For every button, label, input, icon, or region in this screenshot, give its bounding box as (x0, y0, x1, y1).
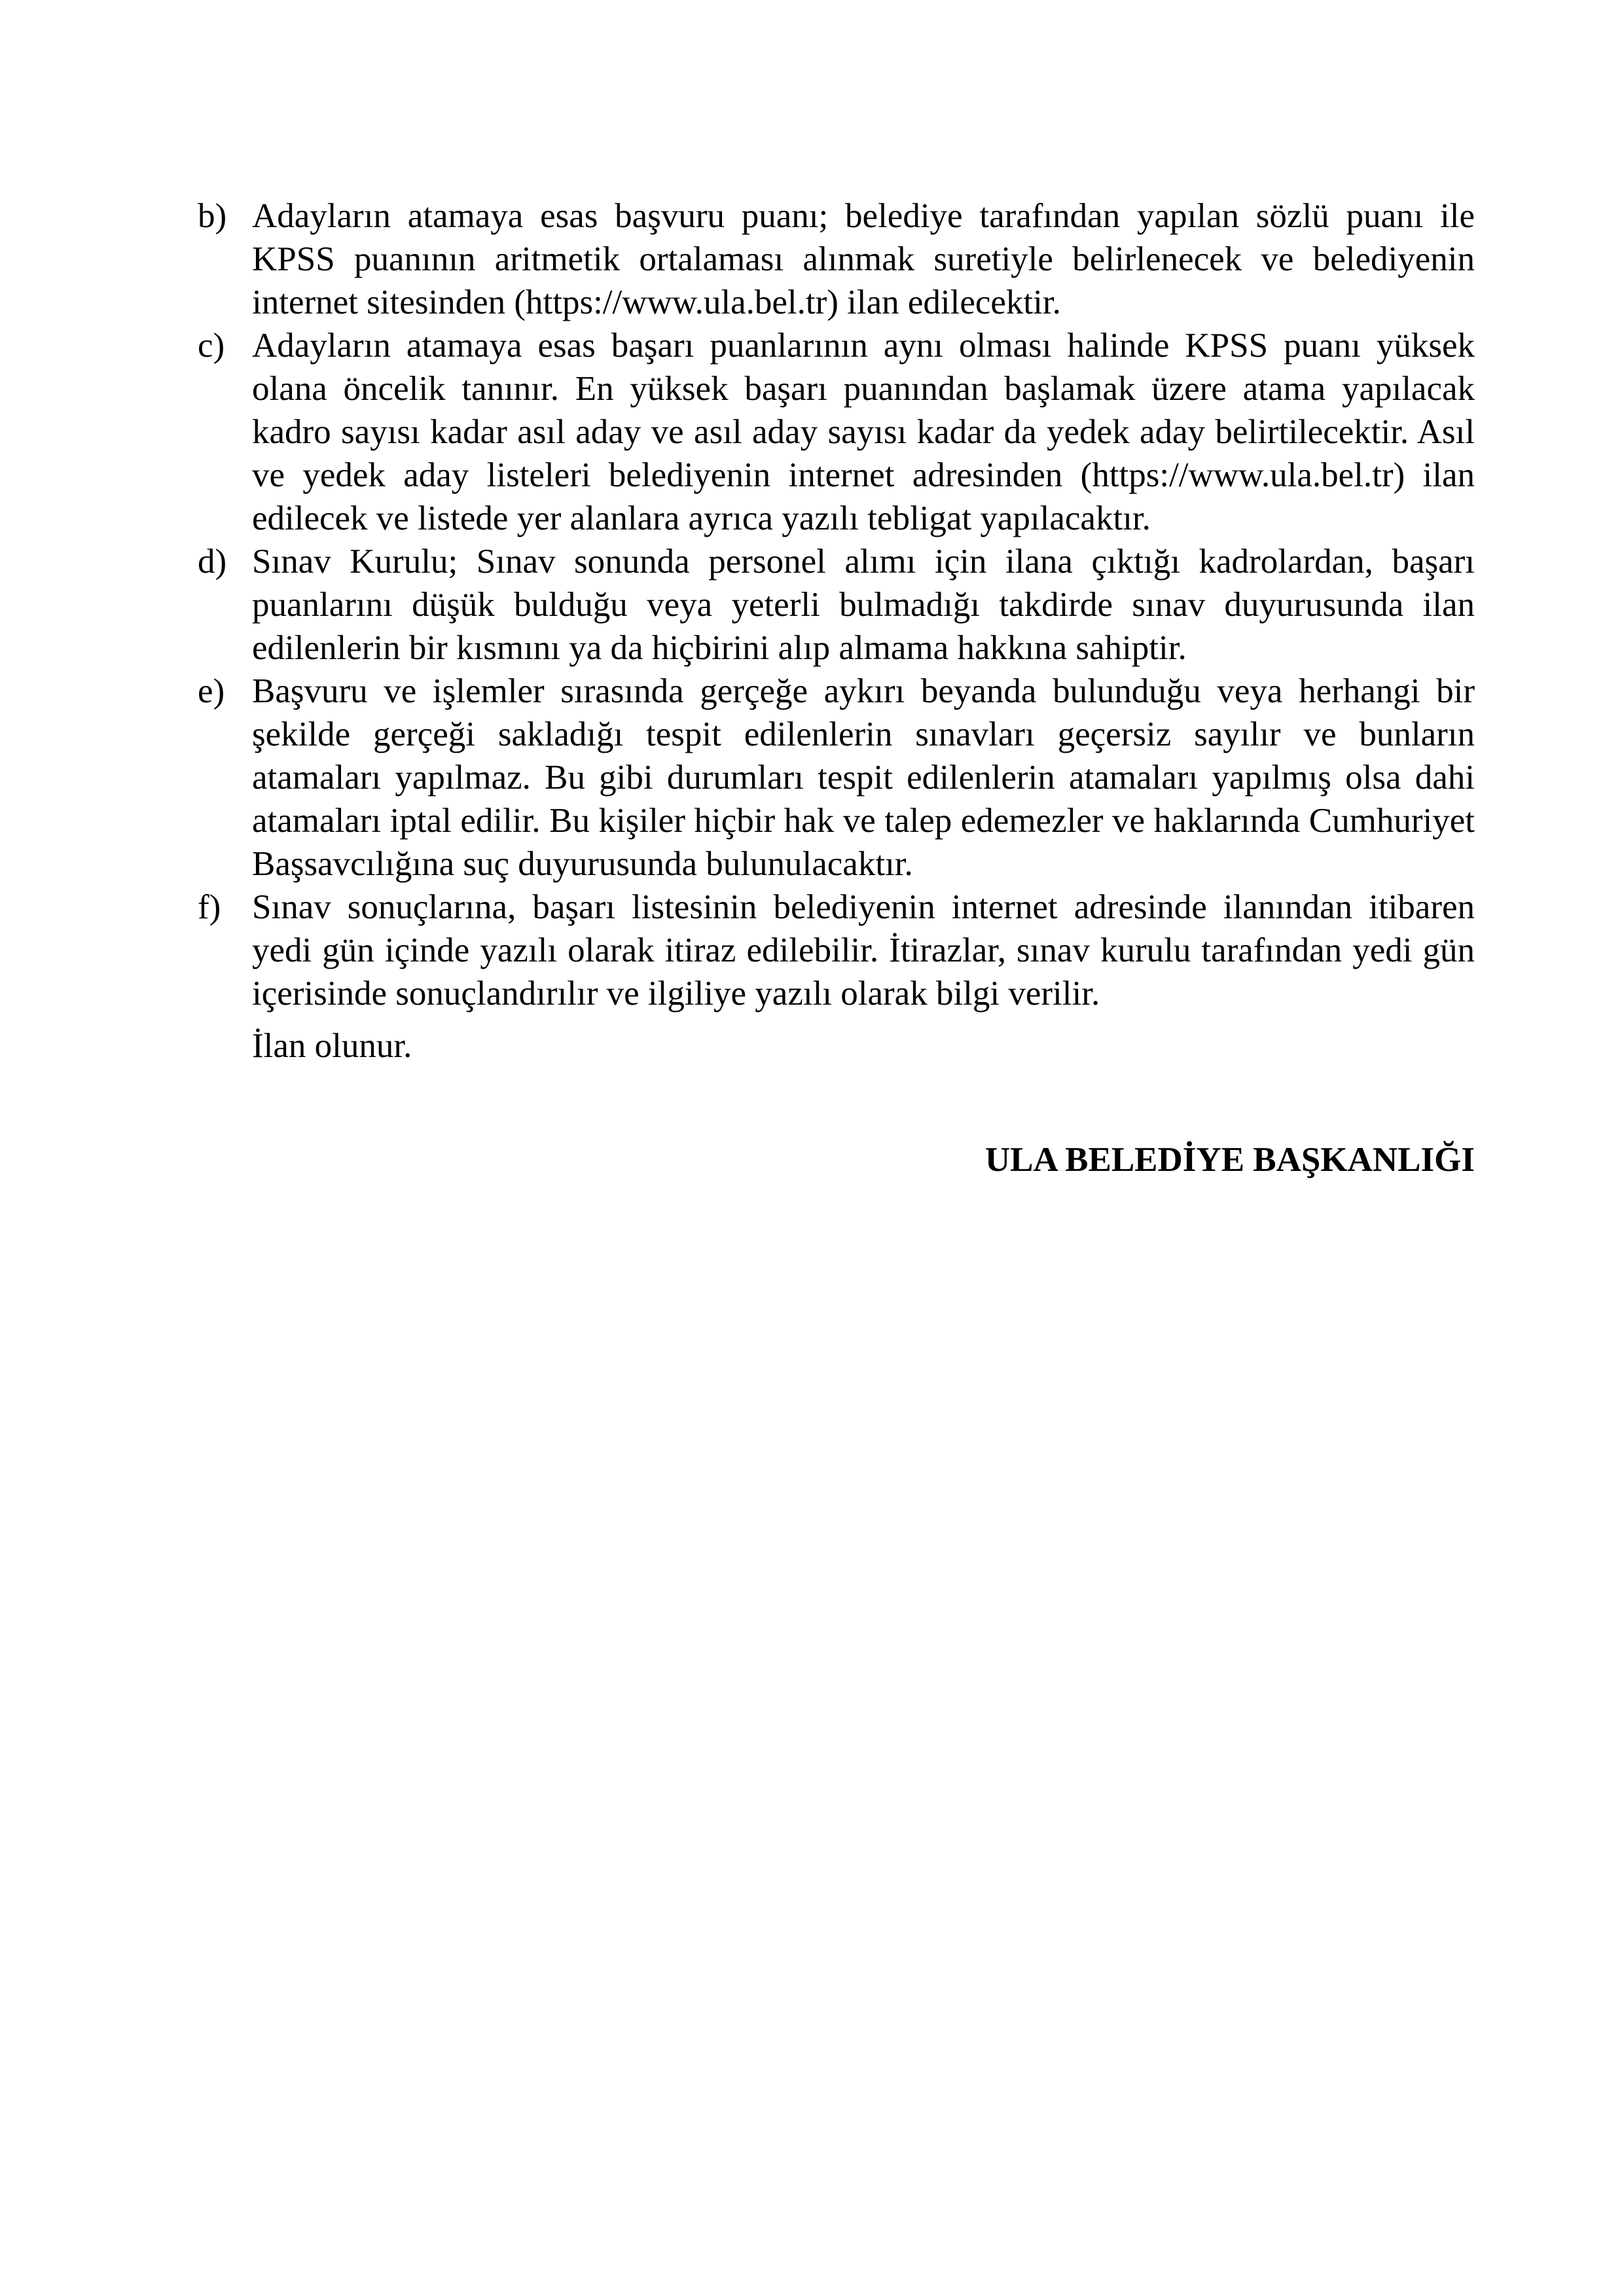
signature-line: ULA BELEDİYE BAŞKANLIĞI (984, 1141, 1475, 1179)
announcement-body (198, 194, 1475, 1181)
list-text-e: Başvuru ve işlemler sırasında gerçeğe aykırı beyanda bulunduğu veya herhangi bir şekilde gerçeği sakladığı tespit edilenlerin sınavları geçersiz sayılır ve bunların atamaları yapılmaz. Bu gibi durumları tespit edilenlerin atamaları yapılmış olsa dahi atamaları iptal edilir. Bu kişiler hiçbir hak ve talep edemezler ve haklarında Cumhuriyet Başsavcılığına suç duyurusunda bulunulacaktır. (252, 672, 1475, 883)
list-text-d: Sınav Kurulu; Sınav sonunda personel alımı için ilana çıktığı kadrolardan, başarı puanlarını düşük bulduğu veya yeterli bulmadığı takdirde sınav duyurusunda ilan edilenlerin bir kısmını ya da hiçbirini alıp almama hakkına sahiptir. (252, 543, 1475, 667)
list-item-b (198, 194, 1475, 324)
list-item-f (198, 886, 1475, 1015)
list-text-b: Adayların atamaya esas başvuru puanı; belediye tarafından yapılan sözlü puanı ile KPSS puanının aritmetik ortalaması alınmak suretiyle belirlenecek ve belediyenin internet sitesinden (https://www.ula.bel.tr) ilan edilecektir. (252, 197, 1475, 321)
list-text-f: Sınav sonuçlarına, başarı listesinin belediyenin internet adresinde ilanından itibaren yedi gün içinde yazılı olarak itiraz edilebilir. İtirazlar, sınav kurulu tarafından yedi gün içerisinde sonuçlandırılır ve ilgiliye yazılı olarak bilgi verilir. (252, 888, 1475, 1013)
list-marker-d: d) (198, 543, 227, 581)
list-marker-e: e) (198, 672, 225, 710)
list-item-d (198, 540, 1475, 670)
list-text-c: Adayların atamaya esas başarı puanlarının aynı olması halinde KPSS puanı yüksek olana öncelik tanınır. En yüksek başarı puanından başlamak üzere atama yapılacak kadro sayısı kadar asıl aday ve asıl aday sayısı kadar da yedek aday belirtilecektir. Asıl ve yedek aday listeleri belediyenin internet adresinden (https://www.ula.bel.tr) ilan edilecek ve listede yer alanlara ayrıca yazılı tebligat yapılacaktır. (252, 327, 1475, 537)
closing-line: İlan olunur. (252, 1027, 412, 1065)
list-marker-b: b) (198, 197, 227, 235)
list-marker-f: f) (198, 888, 221, 926)
list-marker-c: c) (198, 327, 225, 365)
list-item-c (198, 324, 1475, 540)
list-item-e (198, 670, 1475, 886)
